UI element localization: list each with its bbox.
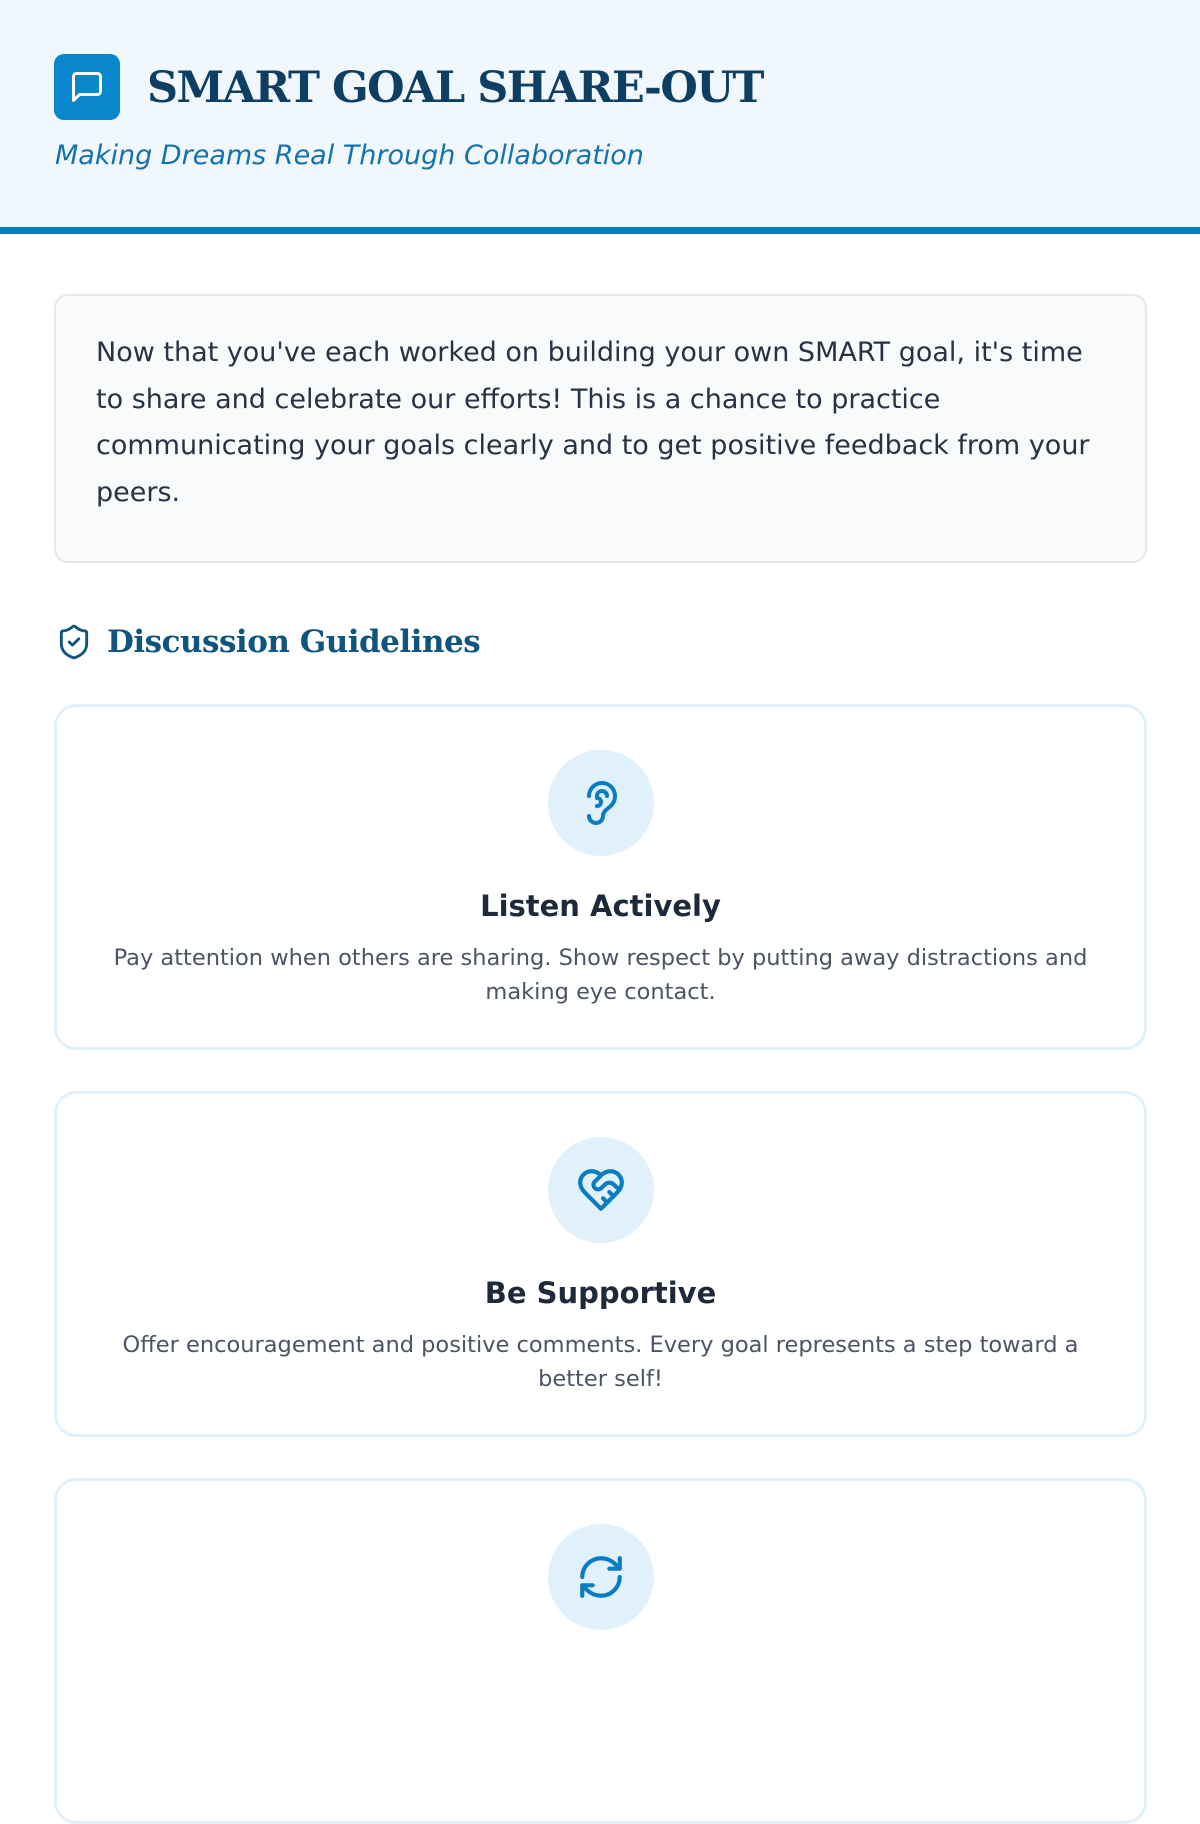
guidelines-title: Discussion Guidelines	[107, 624, 481, 660]
shield-check-icon	[55, 622, 93, 662]
guideline-card-supportive	[54, 1091, 1147, 1437]
page-header	[0, 0, 1200, 234]
guidelines-heading	[55, 618, 480, 666]
message-square-icon	[54, 54, 120, 120]
refresh-icon	[548, 1524, 654, 1630]
guideline-description: Pay attention when others are sharing. Show respect by putting away distractions and making eye contact.	[113, 945, 1088, 1005]
page-subtitle: Making Dreams Real Through Collaboration	[55, 140, 644, 171]
page-title: SMART GOAL SHARE-OUT	[147, 63, 763, 113]
intro-box	[54, 294, 1147, 563]
guideline-description: Offer encouragement and positive comments. Every goal represents a step toward a better self!	[122, 1332, 1079, 1392]
ear-icon	[548, 750, 654, 856]
guideline-title: Listen Actively	[480, 889, 721, 923]
intro-text: Now that you've each worked on building your own SMART goal, it's time to share and celebrate our efforts! This is a chance to practice communicating your goals clearly and to get positive feedback from your peers.	[96, 337, 1090, 508]
guideline-card-third	[54, 1478, 1147, 1824]
guideline-card-listen	[54, 704, 1147, 1050]
heart-handshake-icon	[548, 1137, 654, 1243]
guideline-title: Be Supportive	[484, 1276, 717, 1310]
